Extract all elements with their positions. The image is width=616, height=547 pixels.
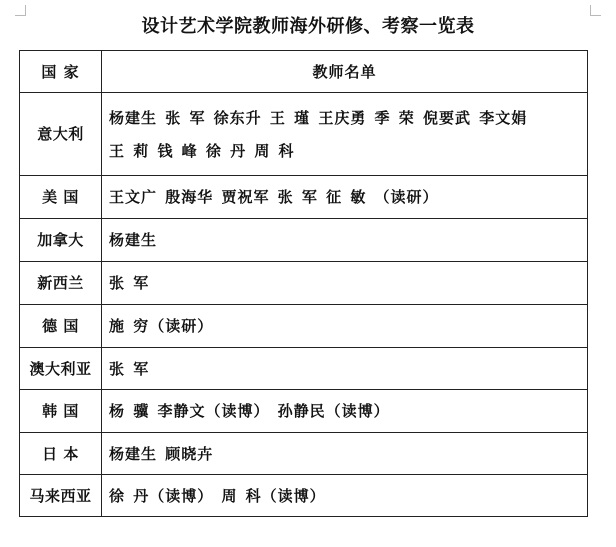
teachers-cell: 徐 丹（读博） 周 科（读博） bbox=[102, 475, 588, 517]
country-cell: 加拿大 bbox=[20, 219, 102, 262]
table-row-australia bbox=[20, 348, 588, 390]
table-row-canada bbox=[20, 219, 588, 262]
document-title: 设计艺术学院教师海外研修、考察一览表 bbox=[141, 16, 475, 37]
table-row-new-zealand bbox=[20, 262, 588, 305]
table-row-germany bbox=[20, 305, 588, 348]
teachers-line-1: 杨建生 张 军 徐东升 王 瑾 王庆勇 季 荣 倪要武 李文娟 bbox=[109, 108, 528, 127]
country-cell: 美 国 bbox=[20, 176, 102, 219]
teachers-line-2: 王 莉 钱 峰 徐 丹 周 科 bbox=[109, 141, 295, 160]
teachers-cell bbox=[102, 93, 588, 176]
country-cell: 日 本 bbox=[20, 433, 102, 475]
country-cell: 澳大利亚 bbox=[20, 348, 102, 390]
teachers-cell: 杨建生 bbox=[102, 219, 588, 262]
teachers-cell: 张 军 bbox=[102, 262, 588, 305]
teachers-cell: 王文广 殷海华 贾祝军 张 军 征 敏 （读研） bbox=[102, 176, 588, 219]
country-cell: 韩 国 bbox=[20, 390, 102, 433]
table-row-malaysia bbox=[20, 475, 588, 517]
country-cell: 德 国 bbox=[20, 305, 102, 348]
table-row-italy bbox=[20, 93, 588, 176]
country-cell: 新西兰 bbox=[20, 262, 102, 305]
header-country: 国 家 bbox=[20, 51, 102, 93]
teachers-cell: 杨 骥 李静文（读博） 孙静民（读博） bbox=[102, 390, 588, 433]
teachers-cell: 张 军 bbox=[102, 348, 588, 390]
table-header-row bbox=[20, 51, 588, 93]
overseas-study-table bbox=[19, 50, 588, 517]
header-teacher-list: 教师名单 bbox=[102, 51, 588, 93]
country-cell: 马来西亚 bbox=[20, 475, 102, 517]
teachers-cell: 杨建生 顾晓卉 bbox=[102, 433, 588, 475]
country-cell: 意大利 bbox=[20, 93, 102, 176]
table-row-japan bbox=[20, 433, 588, 475]
table-row-korea bbox=[20, 390, 588, 433]
table-row-usa bbox=[20, 176, 588, 219]
teachers-cell: 施 穷（读研） bbox=[102, 305, 588, 348]
